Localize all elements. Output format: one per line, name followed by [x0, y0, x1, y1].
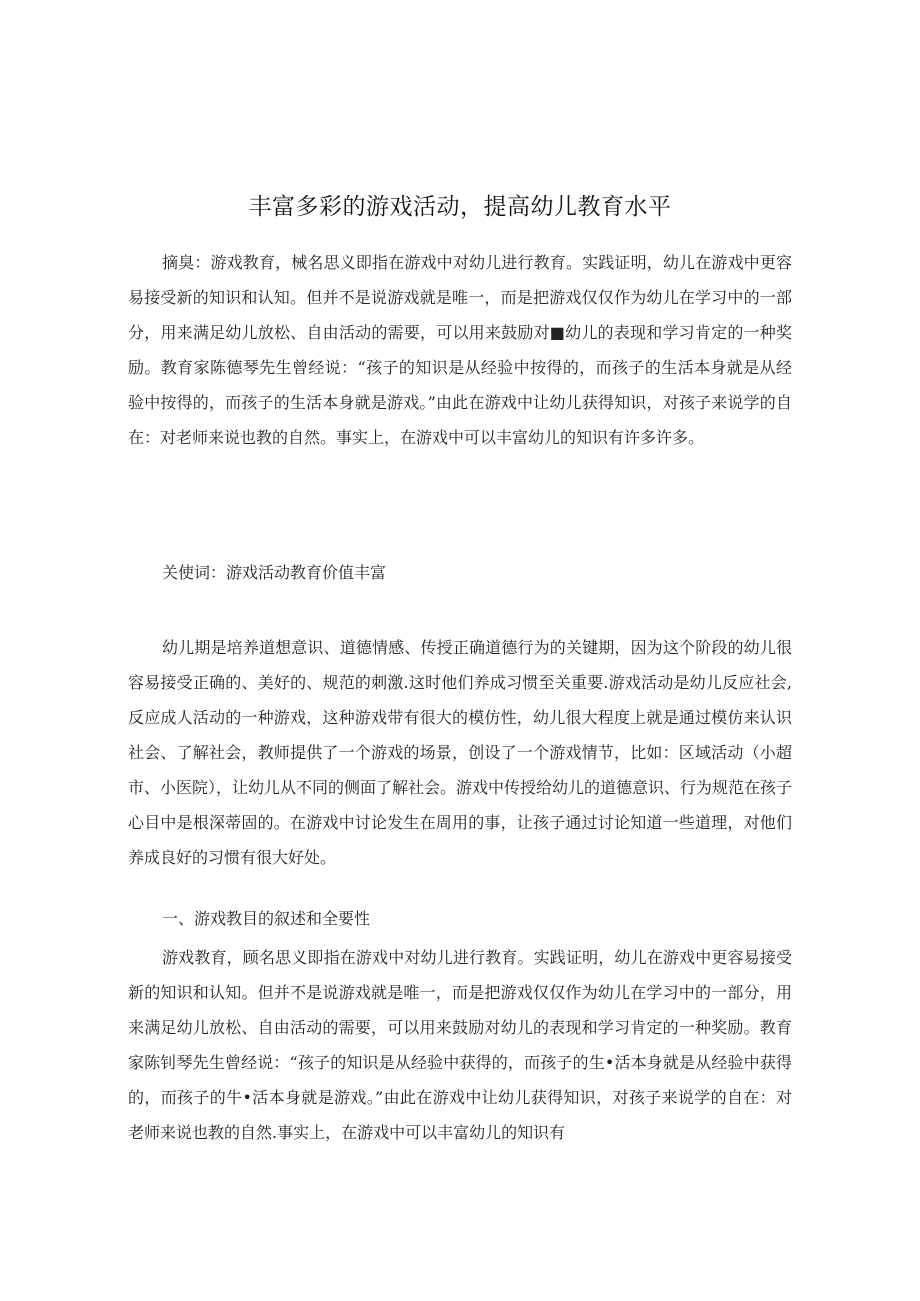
- section-body-paragraph: 游戏教育，顾名思义即指在游戏中对幼儿进行教育。实践证明，幼儿在游戏中更容易接受新的知识和认知。但并不是说游戏就是唯一，而是把游戏仅仅作为幼儿在学习中的一部分，用来满足幼儿放松、自由活动的需要，可以用来鼓励对幼儿的表现和学习肯定的一种奖励。教育家陈钊琴先生曾经说：“孩子的知识是从经验中获得的，而孩子的生•活本身就是从经验中获得的，而孩子的牛•活本身就是游戏。”由此在游戏中让幼儿获得知识，对孩子来说学的自在：对老师来说也教的自然.事实上，在游戏中可以丰富幼儿的知识有: [128, 948, 792, 1142]
- section-heading: 一、游戏教目的叙述和全要性: [162, 909, 371, 928]
- intro-paragraph: 幼儿期是培养道想意识、道德情感、传授正确道德行为的关键期，因为这个阶段的幼儿很容易接受正确的、美好的、规范的刺激.这时他们养成习惯至关重要.游戏活动是幼儿反应社会,反应成人活动的一种游戏，这种游戏带有很大的模仿性，幼儿很大程度上就是通过模仿来认识社会、了解社会，教师提供了一个游戏的场景，创设了一个游戏情节，比如：区域活动（小超市、小医院），让幼儿从不同的侧面了解社会。游戏中传授给幼儿的道德意识、行为规范在孩子心目中是根深蒂固的。在游戏中讨论发生在周用的事，让孩子通过讨论知道一些道理，对他们养成良好的习惯有很大好处。: [128, 638, 793, 867]
- document-title: 丰富多彩的游戏活动，提高幼儿教育水平: [248, 194, 672, 220]
- keywords-line: 关使词：游戏活动教育价值丰富: [162, 563, 387, 582]
- abstract-paragraph: 摘臭：游戏教育，械名思义即指在游戏中对幼儿进行教育。实践证明，幼儿在游戏中更容易接受新的知识和认知。但并不是说游戏就是唯一，而是把游戏仅仅作为幼儿在学习中的一部分，用来满足幼儿放松、自由活动的需要，可以用来鼓励对■幼儿的表现和学习肯定的一种奖励。教育家陈德琴先生曾经说：“孩子的知识是从经验中按得的，而孩子的生活本身就是从经验中按得的，而孩子的生活本身就是游戏。”由此在游戏中让幼儿获得知识，对孩子来说学的自在：对老师来说也教的自然。事实上，在游戏中可以丰富幼儿的知识有许多许多。: [128, 253, 792, 447]
